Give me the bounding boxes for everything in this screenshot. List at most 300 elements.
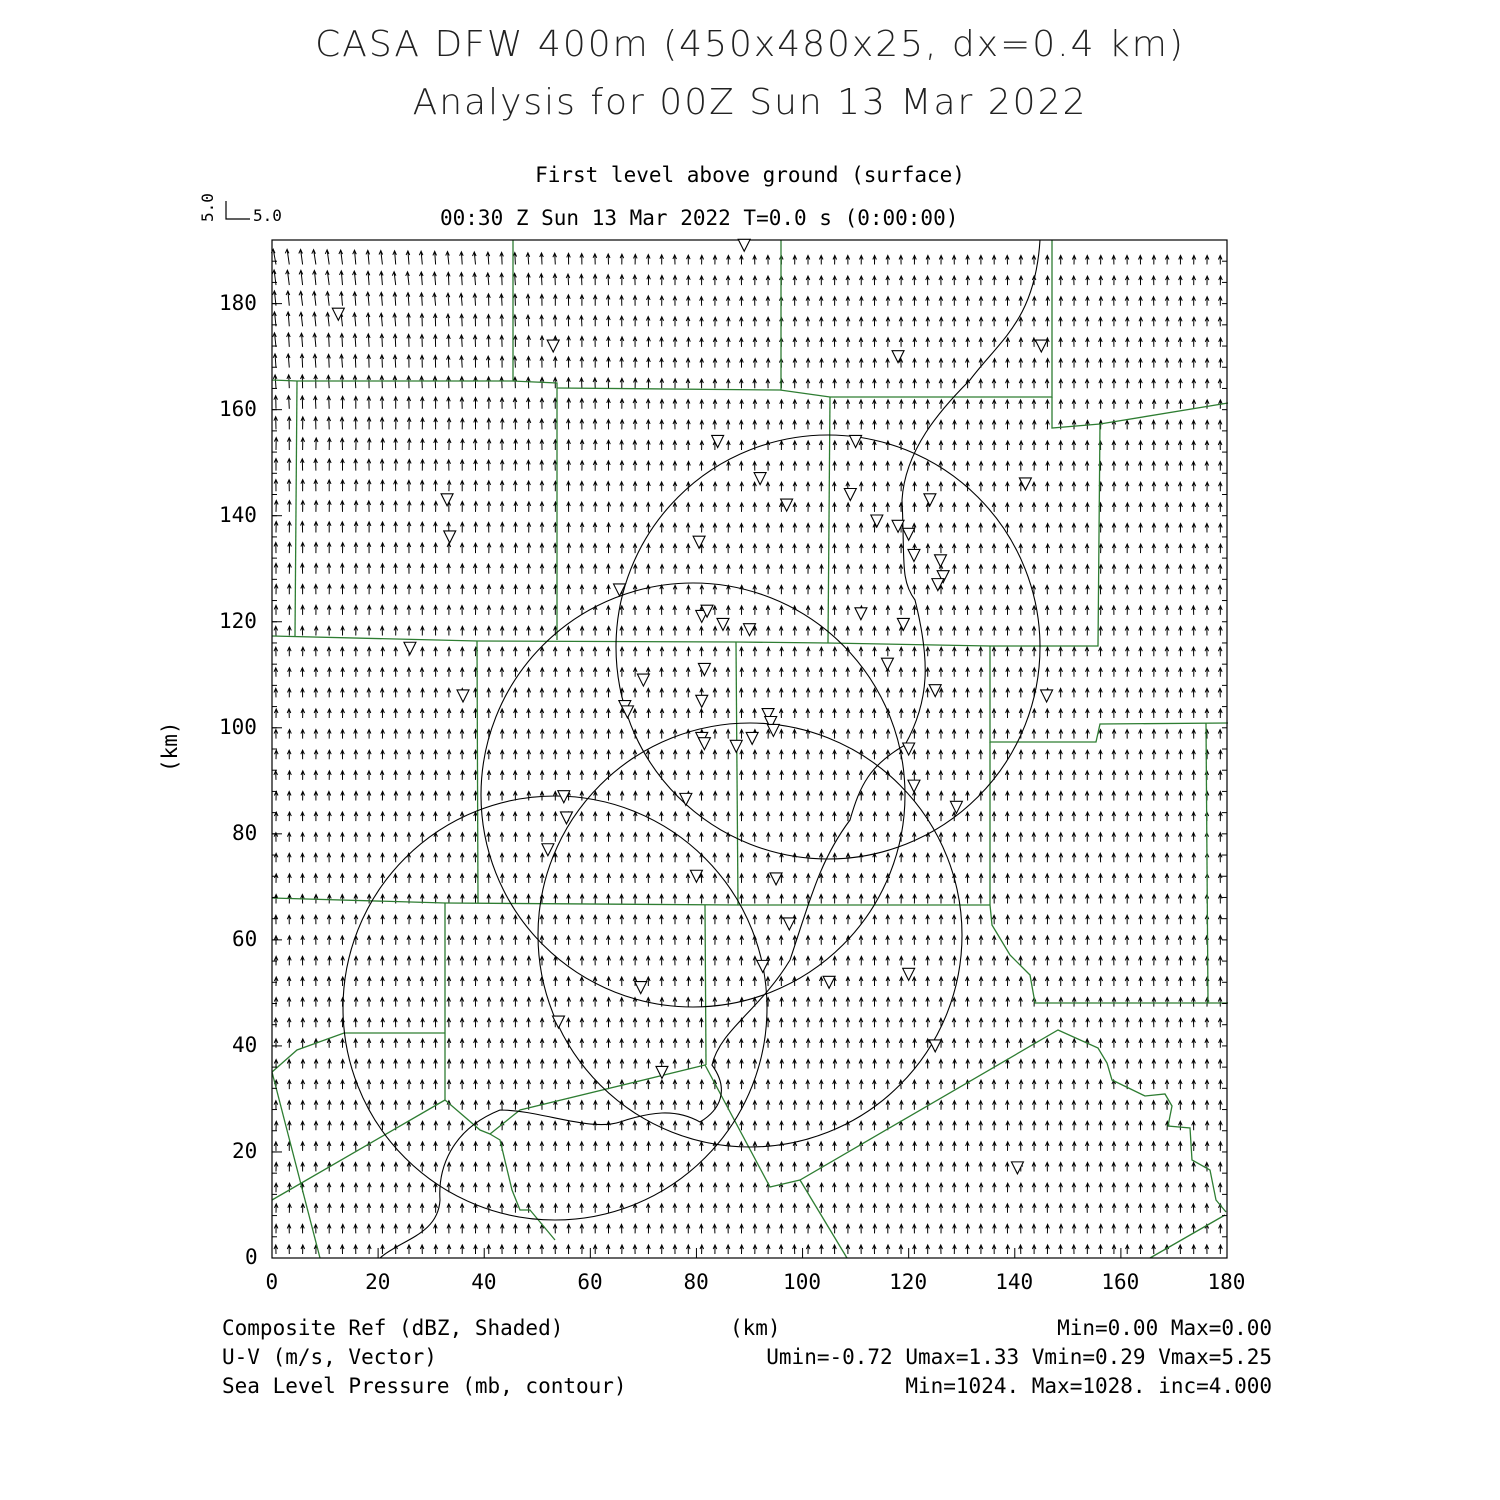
wind-vector: [313, 312, 317, 326]
wind-vector: [1218, 565, 1222, 574]
wind-vector: [913, 462, 917, 471]
wind-vector: [341, 1039, 345, 1048]
wind-vector: [966, 895, 970, 904]
wind-vector: [767, 1163, 771, 1172]
wind-vector: [793, 1224, 797, 1233]
wind-vector: [368, 750, 372, 759]
wind-vector: [673, 338, 677, 347]
wind-vector: [327, 647, 331, 656]
wind-vector: [301, 709, 305, 718]
wind-vector: [860, 276, 864, 285]
wind-vector: [1165, 730, 1169, 739]
wind-vector: [660, 668, 664, 677]
wind-vector: [859, 585, 863, 594]
station-marker: [1041, 690, 1053, 702]
wind-vector: [833, 895, 837, 904]
wind-vector: [366, 292, 370, 306]
wind-vector: [1032, 317, 1036, 326]
wind-vector: [327, 1183, 331, 1192]
wind-vector: [394, 915, 398, 924]
wind-vector: [793, 503, 797, 512]
wind-vector: [1219, 462, 1223, 471]
wind-vector: [341, 626, 345, 635]
wind-vector: [447, 833, 451, 842]
wind-vector: [886, 915, 890, 924]
wind-vector: [1059, 524, 1063, 533]
wind-vector: [793, 833, 797, 842]
wind-vector: [833, 1060, 837, 1069]
wind-vector: [993, 1224, 997, 1233]
wind-vector: [860, 792, 864, 801]
wind-vector: [1019, 524, 1023, 533]
wind-vector: [846, 956, 850, 965]
wind-vector: [447, 626, 451, 635]
wind-vector: [886, 730, 890, 739]
wind-vector: [301, 833, 305, 842]
wind-vector: [926, 379, 930, 388]
wind-vector: [740, 874, 744, 883]
wind-vector: [340, 334, 344, 347]
wind-vector: [327, 396, 331, 409]
wind-vector: [686, 874, 690, 883]
wind-vector: [407, 418, 411, 430]
wind-vector: [1219, 338, 1223, 347]
wind-vector: [979, 441, 983, 450]
wind-vector: [1006, 585, 1010, 594]
wind-vector: [354, 438, 358, 450]
wind-vector: [1112, 792, 1116, 801]
wind-vector: [1086, 750, 1090, 759]
wind-vector: [1219, 524, 1223, 533]
wind-vector: [1139, 524, 1143, 533]
wind-vector: [527, 853, 531, 862]
wind-vector: [379, 313, 383, 326]
wind-vector: [381, 915, 385, 924]
wind-vector: [979, 1142, 983, 1151]
wind-vector: [993, 977, 997, 986]
wind-vector: [753, 338, 757, 347]
wind-vector: [660, 606, 664, 615]
wind-vector: [434, 1039, 438, 1048]
wind-vector: [992, 379, 996, 388]
wind-vector: [500, 481, 504, 491]
wind-vector: [647, 792, 651, 801]
wind-vector: [859, 565, 863, 574]
wind-vector: [820, 647, 824, 656]
wind-vector: [513, 294, 517, 306]
wind-vector: [288, 1080, 292, 1089]
wind-vector: [287, 833, 291, 842]
wind-vector: [1046, 895, 1050, 904]
wind-vector: [806, 482, 810, 491]
wind-vector: [647, 420, 651, 430]
wind-vector: [501, 812, 505, 821]
wind-vector: [554, 1080, 558, 1089]
wind-vector: [873, 441, 877, 450]
wind-vector: [1032, 833, 1036, 842]
wind-vector: [1219, 359, 1223, 368]
station-marker: [850, 435, 862, 447]
wind-vector: [1178, 441, 1182, 450]
wind-vector-field: [271, 249, 1222, 1254]
wind-vector: [487, 606, 491, 615]
wind-vector: [926, 317, 930, 326]
wind-vector: [420, 481, 424, 492]
wind-vector: [394, 564, 398, 574]
wind-vector: [926, 1183, 930, 1192]
boundary-line: [272, 1033, 445, 1072]
wind-vector: [1165, 647, 1169, 656]
wind-vector: [434, 439, 438, 450]
wind-vector: [500, 585, 504, 594]
wind-vector: [966, 730, 970, 739]
wind-vector: [952, 276, 956, 285]
wind-vector: [447, 688, 451, 697]
wind-vector: [593, 1039, 597, 1048]
wind-vector: [673, 874, 677, 883]
wind-vector: [500, 627, 504, 636]
wind-vector: [286, 354, 290, 368]
wind-vector: [474, 915, 478, 924]
wind-vector: [1086, 585, 1090, 594]
wind-vector: [686, 1080, 690, 1089]
wind-vector: [952, 544, 956, 553]
wind-vector: [393, 293, 397, 306]
wind-vector: [273, 333, 277, 347]
wind-vector: [1192, 544, 1196, 553]
wind-vector: [341, 1163, 345, 1172]
wind-vector: [301, 1060, 305, 1069]
wind-vector: [886, 400, 890, 409]
wind-vector: [580, 647, 584, 656]
wind-vector: [740, 915, 744, 924]
wind-vector: [381, 730, 385, 739]
wind-vector: [820, 730, 824, 739]
wind-vector: [540, 998, 544, 1007]
wind-vector: [461, 564, 465, 574]
wind-vector: [514, 502, 518, 512]
wind-vector: [514, 564, 518, 574]
wind-vector: [779, 627, 783, 636]
station-marker: [547, 340, 559, 352]
wind-vector: [1125, 730, 1129, 739]
wind-vector: [447, 439, 451, 450]
wind-vector: [1178, 1060, 1182, 1069]
wind-vector: [526, 315, 530, 326]
wind-vector: [899, 647, 903, 656]
wind-vector: [992, 317, 996, 326]
wind-vector: [686, 606, 690, 615]
wind-vector: [486, 273, 490, 285]
wind-vector: [966, 812, 970, 821]
wind-vector: [886, 833, 890, 842]
wind-vector: [992, 256, 996, 265]
wind-vector: [1152, 853, 1156, 862]
wind-vector: [886, 524, 890, 533]
wind-vector: [899, 1018, 903, 1027]
wind-vector: [487, 1080, 491, 1089]
wind-vector: [899, 317, 903, 326]
wind-vector: [1099, 688, 1103, 697]
wind-vector: [966, 256, 970, 265]
wind-vector: [460, 377, 464, 389]
wind-vector: [686, 688, 690, 697]
wind-vector: [1006, 1018, 1010, 1027]
wind-vector: [913, 812, 917, 821]
wind-vector: [674, 853, 678, 862]
wind-vector: [314, 915, 318, 924]
wind-vector: [713, 338, 717, 347]
wind-vector: [1125, 256, 1129, 265]
wind-vector: [487, 1018, 491, 1027]
wind-vector: [1178, 482, 1182, 491]
wind-vector: [966, 915, 970, 924]
wind-vector: [1112, 771, 1116, 780]
wind-vector: [1165, 874, 1169, 883]
wind-vector: [394, 439, 398, 450]
wind-vector: [939, 895, 943, 904]
wind-vector: [567, 253, 571, 264]
wind-vector: [726, 1080, 730, 1089]
wind-vector: [1112, 1039, 1116, 1048]
wind-vector: [833, 503, 837, 512]
wind-vector: [634, 1224, 638, 1233]
wind-vector: [780, 895, 784, 904]
wind-vector: [367, 626, 371, 635]
wind-vector: [766, 585, 770, 594]
wind-vector: [806, 977, 810, 986]
wind-vector: [1019, 895, 1023, 904]
wind-vector: [607, 895, 611, 904]
wind-vector: [381, 1018, 385, 1027]
wind-vector: [700, 276, 704, 285]
wind-vector: [460, 1018, 464, 1027]
wind-vector: [660, 1163, 664, 1172]
wind-vector: [500, 564, 504, 574]
wind-vector: [806, 1163, 810, 1172]
station-marker: [903, 968, 915, 980]
wind-vector: [1166, 895, 1170, 904]
wind-vector: [1165, 812, 1169, 821]
wind-vector: [966, 565, 970, 574]
wind-vector: [713, 379, 717, 388]
wind-vector: [434, 915, 438, 924]
wind-vector: [992, 400, 996, 409]
wind-vector: [1179, 977, 1183, 986]
wind-vector: [633, 915, 637, 924]
wind-vector: [673, 544, 677, 553]
wind-vector: [1099, 895, 1103, 904]
wind-vector: [1219, 503, 1223, 512]
wind-vector: [886, 420, 890, 429]
wind-vector: [687, 1163, 691, 1172]
wind-vector: [646, 399, 650, 409]
legend-pressure-range: Min=1024. Max=1028. inc=4.000: [905, 1374, 1272, 1398]
wind-vector: [487, 956, 491, 965]
wind-vector: [500, 439, 504, 450]
wind-vector: [647, 523, 651, 532]
wind-vector: [1099, 998, 1103, 1007]
wind-vector: [407, 812, 411, 821]
wind-vector: [1192, 915, 1196, 924]
wind-vector: [527, 688, 531, 697]
wind-vector: [899, 730, 903, 739]
wind-vector: [1219, 1101, 1223, 1110]
station-marker: [404, 642, 416, 654]
wind-vector: [793, 792, 797, 801]
wind-vector: [886, 482, 890, 491]
wind-vector: [1125, 915, 1129, 924]
wind-vector: [287, 480, 291, 492]
wind-vector: [740, 977, 744, 986]
wind-vector: [1112, 853, 1116, 862]
wind-vector: [1152, 420, 1156, 429]
station-marker: [844, 489, 856, 501]
wind-vector: [1166, 1142, 1170, 1151]
wind-vector: [727, 400, 731, 409]
wind-vector: [912, 915, 916, 924]
wind-vector: [447, 977, 451, 986]
wind-vector: [341, 936, 345, 945]
wind-vector: [286, 291, 290, 306]
wind-vector: [1192, 606, 1196, 615]
wind-vector: [806, 1060, 810, 1069]
wind-vector: [673, 503, 677, 512]
wind-vector: [354, 459, 358, 470]
wind-vector: [939, 1101, 943, 1110]
wind-vector: [567, 336, 571, 347]
wind-vector: [673, 1245, 677, 1254]
wind-vector: [1032, 1183, 1036, 1192]
wind-vector: [952, 1039, 956, 1048]
wind-vector: [793, 895, 797, 904]
wind-vector: [447, 792, 451, 801]
wind-vector: [846, 1060, 850, 1069]
wind-vector: [966, 792, 970, 801]
wind-vector: [700, 1183, 704, 1192]
y-tick-label: 0: [245, 1245, 258, 1269]
wind-vector: [873, 379, 877, 388]
wind-vector: [686, 544, 690, 553]
wind-vector: [341, 522, 345, 533]
wind-vector: [859, 524, 863, 533]
wind-vector: [753, 833, 757, 842]
wind-vector: [1086, 688, 1090, 697]
wind-vector: [593, 627, 597, 636]
wind-vector: [673, 379, 677, 388]
wind-vector: [394, 668, 398, 677]
wind-vector: [913, 1224, 917, 1233]
wind-vector: [1006, 936, 1010, 945]
wind-vector: [1032, 915, 1036, 924]
wind-vector: [594, 1018, 598, 1027]
wind-vector: [793, 462, 797, 471]
wind-vector: [1059, 792, 1063, 801]
wind-vector: [1059, 565, 1063, 574]
wind-vector: [753, 895, 757, 904]
station-marker: [929, 685, 941, 697]
wind-vector: [833, 1183, 837, 1192]
wind-vector: [1152, 1018, 1156, 1027]
wind-vector: [1046, 647, 1050, 656]
wind-vector: [846, 420, 850, 429]
wind-vector: [660, 1018, 664, 1027]
wind-vector: [381, 1101, 385, 1110]
wind-vector: [1139, 730, 1143, 739]
wind-vector: [567, 915, 571, 924]
wind-vector: [567, 295, 571, 306]
wind-vector: [1046, 1101, 1050, 1110]
wind-vector: [394, 998, 398, 1007]
wind-vector: [820, 606, 824, 615]
wind-vector: [288, 564, 292, 574]
wind-vector: [1139, 936, 1143, 945]
wind-vector: [1072, 297, 1076, 306]
wind-vector: [1086, 874, 1090, 883]
wind-vector: [1125, 359, 1129, 368]
wind-vector: [1126, 1018, 1130, 1027]
wind-vector: [1086, 565, 1090, 574]
wind-vector: [1126, 317, 1130, 326]
wind-vector: [1006, 441, 1010, 450]
wind-vector: [940, 400, 944, 409]
wind-vector: [594, 853, 598, 862]
wind-vector: [859, 400, 863, 409]
wind-vector: [833, 792, 837, 801]
wind-vector: [514, 833, 518, 842]
wind-vector: [953, 1101, 957, 1110]
wind-vector: [593, 461, 597, 471]
wind-vector: [514, 627, 518, 636]
wind-vector: [540, 668, 544, 677]
wind-vector: [1152, 709, 1156, 718]
wind-vector: [859, 1245, 863, 1254]
wind-vector: [713, 915, 717, 924]
wind-vector: [820, 1101, 824, 1110]
wind-vector: [620, 461, 624, 471]
wind-vector: [1179, 853, 1183, 862]
wind-vector: [540, 357, 544, 368]
wind-vector: [899, 585, 903, 594]
wind-vector: [1125, 276, 1129, 285]
wind-vector: [767, 627, 771, 636]
wind-vector: [473, 314, 477, 326]
wind-vector: [580, 1039, 584, 1048]
wind-vector: [1032, 730, 1036, 739]
wind-vector: [1205, 1142, 1209, 1151]
wind-vector: [780, 462, 784, 471]
wind-vector: [500, 688, 504, 697]
wind-vector: [594, 502, 598, 512]
wind-vector: [833, 709, 837, 718]
wind-vector: [833, 420, 837, 429]
wind-vector: [1046, 297, 1050, 306]
wind-vector: [913, 297, 917, 306]
wind-vector: [567, 461, 571, 471]
wind-vector: [660, 461, 664, 470]
wind-vector: [913, 420, 917, 429]
wind-vector: [274, 1163, 278, 1172]
wind-vector: [1005, 956, 1009, 965]
wind-vector: [1059, 1039, 1063, 1048]
wind-vector: [433, 314, 437, 326]
wind-vector: [540, 419, 544, 429]
wind-vector: [926, 771, 930, 780]
wind-vector: [1152, 524, 1156, 533]
wind-vector: [634, 833, 638, 842]
wind-vector: [274, 1018, 278, 1027]
wind-vector: [740, 400, 744, 409]
